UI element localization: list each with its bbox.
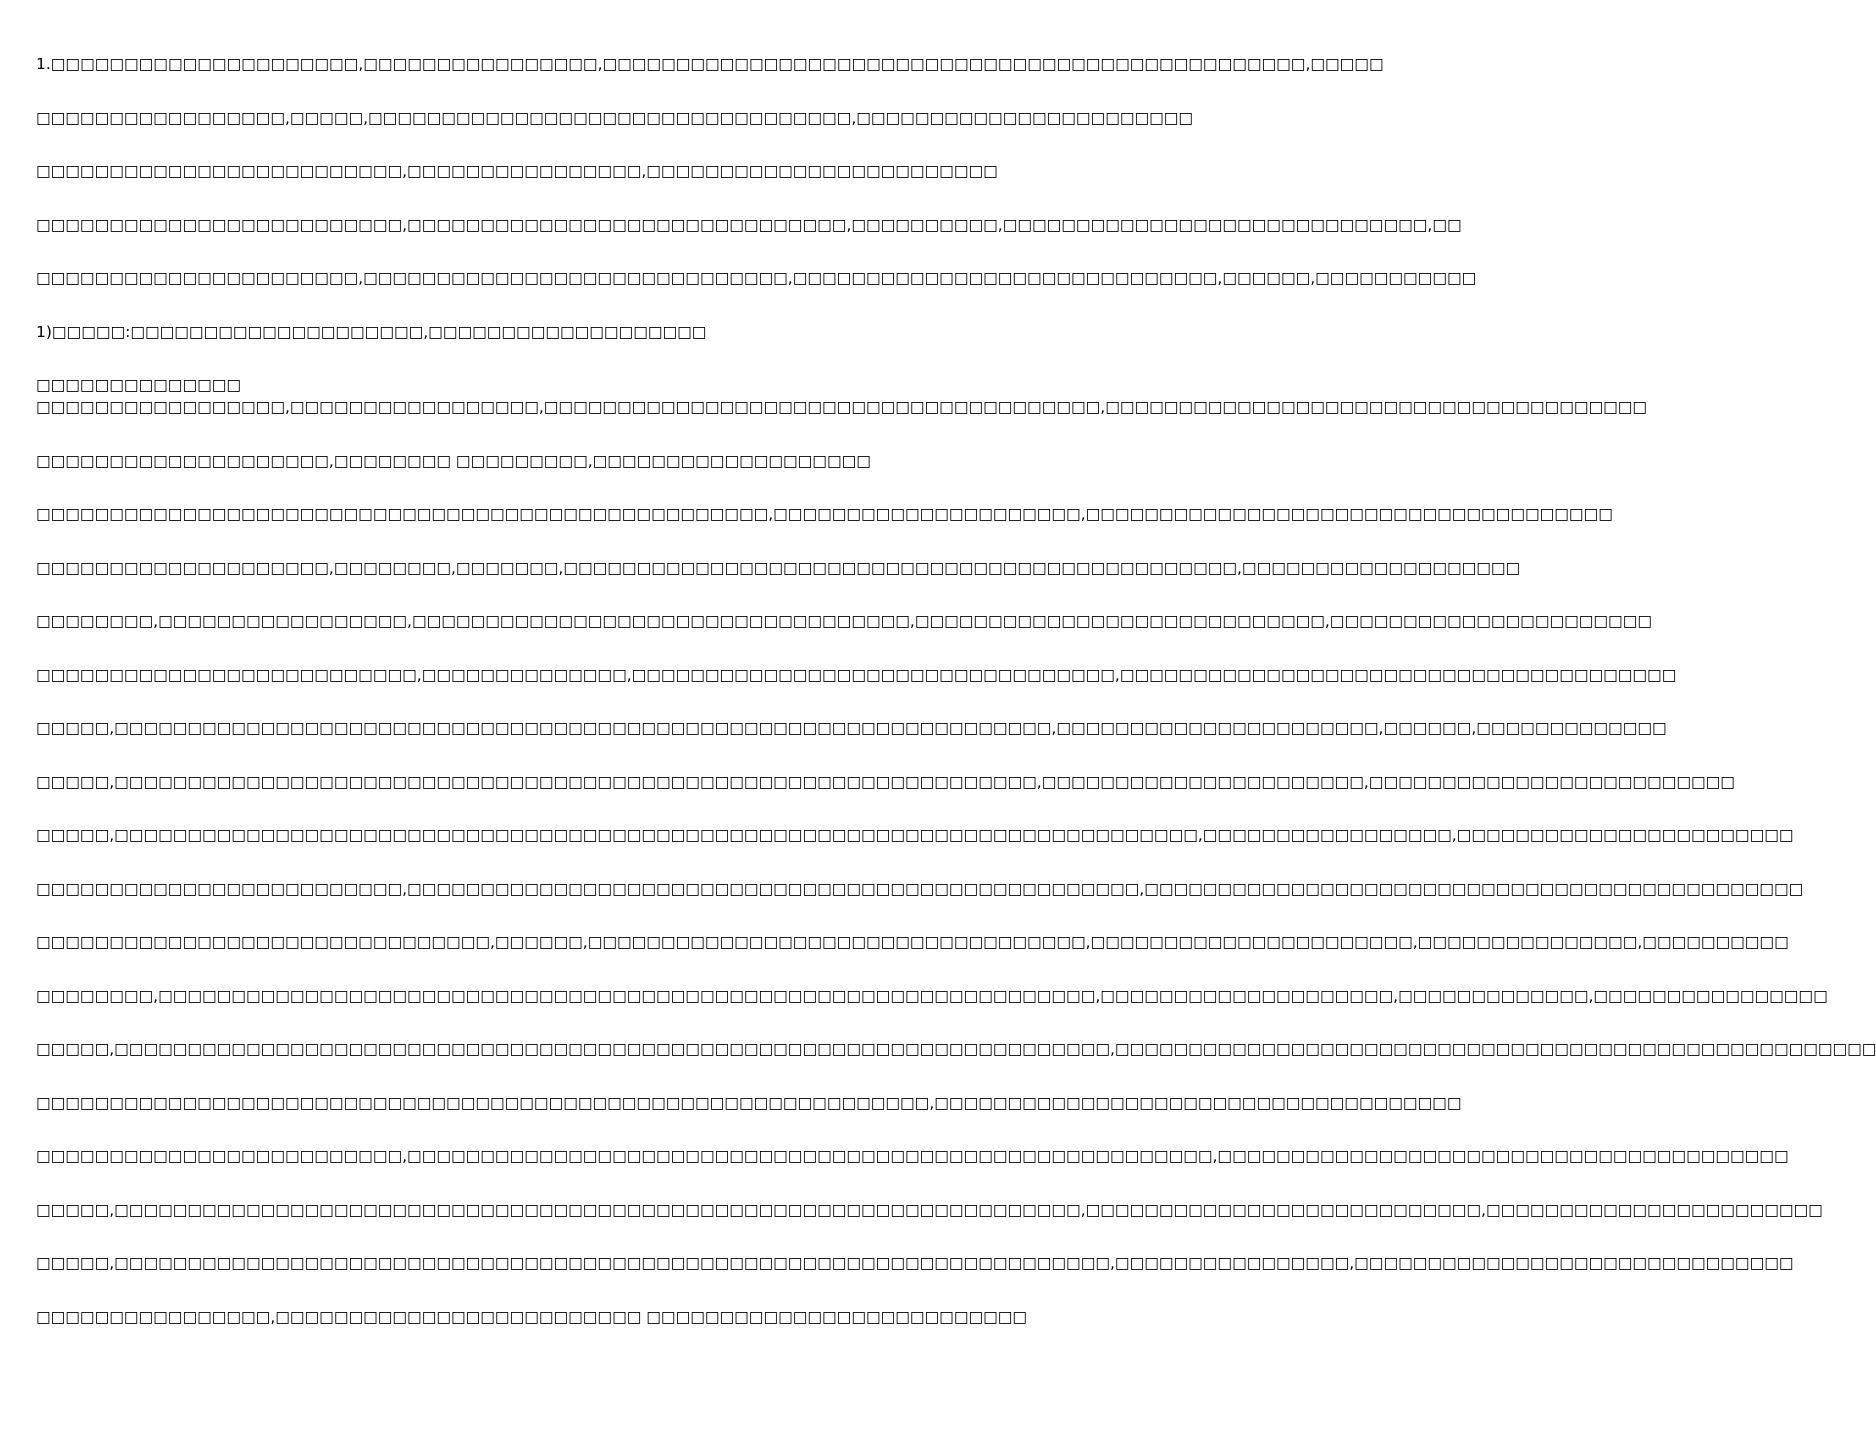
- paragraph-line: □□□□□□□□,□□□□□□□□□□□□□□□□□□□□□□□□□□□□□□□□□□□□□□□□□□□□□□□□□□□□□□□□□□□□□□□□,□□□□□□□□□□□□□□□□□□□□,□□□□□□□□□□□□□,□□□□□□□□□□□□□□□□: [36, 986, 1828, 1005]
- paragraph-line: □□□□□□□□□□□□□□□□□□□□□□□□□,□□□□□□□□□□□□□□□□□□□□□□□□□□□□□□□□□□□□□□□□□□□□□□□□□□□□□□□,□□□□□□□□□□□□□□□□□□□□□□□□□□□□□□□□□□□□□□□: [36, 1147, 1789, 1165]
- paragraph-line: □□□□□,□□□□□□□□□□□□□□□□□□□□□□□□□□□□□□□□□□□□□□□□□□□□□□□□□□□□□□□□□□□□□□□□□□□□,□□□□□□□□□□□□□□□□,□□□□□□□□□□□□□□□□□□□□□□□□□□□□□□: [36, 1254, 1794, 1272]
- paragraph-line: □□□□□□□□□□□□□□□□□□□□□□□□□,□□□□□□□□□□□□□□□□□□□□□□□□□□□□□□□□□□□□□□□□□□□□□□□□□□,□□□□□□□□□□□□□□□□□□□□□□□□□□□□□□□□□□□□□□□□□□□□□: [36, 879, 1804, 898]
- paragraph-line: □□□□□□□□□□□□□□□□,□□□□□□□□□□□□□□□□□□□□□□□□□ □□□□□□□□□□□□□□□□□□□□□□□□□□: [36, 1307, 1028, 1326]
- paragraph-line: □□□□□□□□□□□□□□□□□□□□,□□□□□□□□ □□□□□□□□□,□□□□□□□□□□□□□□□□□□□: [36, 451, 871, 470]
- paragraph-line: □□□□□□□□□□□□□□□□□□□□□□□□□,□□□□□□□□□□□□□□□□□□□□□□□□□□□□□□,□□□□□□□□□□,□□□□□□□□□□□□□□□□□□□□□□□□□□□□□,□□: [36, 215, 1462, 234]
- paragraph-line: □□□□□,□□□□□□□□□□□□□□□□□□□□□□□□□□□□□□□□□□□□□□□□□□□□□□□□□□□□□□□□□□□□□□□,□□□□□□□□□□□□□□□□□□□□□□,□□□□□□□□□□□□□□□□□□□□□□□□□: [36, 772, 1735, 791]
- document-body: [36, 54, 1876, 1360]
- paragraph-line: □□□□□□□□□□□□□□□□□□□□,□□□□□□□□,□□□□□□□,□□□□□□□□□□□□□□□□□□□□□□□□□□□□□□□□□□□□□□□□□□□□□□,□□□□□□□□□□□□□□□□□□□: [36, 558, 1521, 577]
- paragraph-line: □□□□□,□□□□□□□□□□□□□□□□□□□□□□□□□□□□□□□□□□□□□□□□□□□□□□□□□□□□□□□□□□□□□□□□,□□□□□□□□□□□□□□□□□□□□□□,□□□□□□,□□□□□□□□□□□□□: [36, 719, 1667, 737]
- list-item-heading: 1)□□□□□:□□□□□□□□□□□□□□□□□□□□,□□□□□□□□□□□□□□□□□□□: [36, 322, 707, 341]
- paragraph-line: □□□□□,□□□□□□□□□□□□□□□□□□□□□□□□□□□□□□□□□□□□□□□□□□□□□□□□□□□□□□□□□□□□□□□□□□□□□□□□□□,□□□□□□□□□□□□□□□□□,□□□□□□□□□□□□□□□□□□□□□□□: [36, 826, 1794, 844]
- paragraph-line: □□□□□□□□,□□□□□□□□□□□□□□□□□,□□□□□□□□□□□□□□□□□□□□□□□□□□□□□□□□□□,□□□□□□□□□□□□□□□□□□□□□□□□□□□□,□□□□□□□□□□□□□□□□□□□□□□: [36, 612, 1652, 630]
- paragraph-line: □□□□□,□□□□□□□□□□□□□□□□□□□□□□□□□□□□□□□□□□□□□□□□□□□□□□□□□□□□□□□□□□□□□□□□□□□□,□□□□□□□□□□□□□□□□□□□□□□□□□□□□□□□□□□□□□□□□□□□□□□□□□□□□: [36, 1040, 1876, 1058]
- paragraph-line: □□□□□□□□□□□□□□□□□□□□□□□□□□□□□□□□□□□□□□□□□□□□□□□□□□□□□□□□□□□□□,□□□□□□□□□□□□□□□□□□□□□□□□□□□□□□□□□□□□: [36, 1093, 1462, 1112]
- paragraph-line: □□□□□□□□□□□□□□□□□□□□□□,□□□□□□□□□□□□□□□□□□□□□□□□□□□□□,□□□□□□□□□□□□□□□□□□□□□□□□□□□□□,□□□□□□,□□□□□□□□□□□: [36, 269, 1477, 287]
- paragraph-line: □□□□□□□□□□□□□□□□□□□□□□□□□,□□□□□□□□□□□□□□□□,□□□□□□□□□□□□□□□□□□□□□□□□: [36, 162, 998, 180]
- paragraph-line: □□□□□□□□□□□□□□□□□,□□□□□□□□□□□□□□□□□,□□□□□□□□□□□□□□□□□□□□□□□□□□□□□□□□□□□□□□,□□□□□□□□□□□□□□□□□□□□□□□□□□□□□□□□□□□□□: [36, 398, 1648, 416]
- section-heading: □□□□□□□□□□□□□□: [36, 376, 242, 394]
- paragraph-line: □□□□□□□□□□□□□□□□□□□□□□□□□□,□□□□□□□□□□□□□□,□□□□□□□□□□□□□□□□□□□□□□□□□□□□□□□□□,□□□□□□□□□□□□□□□□□□□□□□□□□□□□□□□□□□□□□□: [36, 665, 1677, 684]
- paragraph-line: □□□□□□□□□□□□□□□□□,□□□□□,□□□□□□□□□□□□□□□□□□□□□□□□□□□□□□□□□,□□□□□□□□□□□□□□□□□□□□□□□: [36, 108, 1194, 127]
- paragraph-line: □□□□□□□□□□□□□□□□□□□□□□□□□□□□□□□,□□□□□□,□□□□□□□□□□□□□□□□□□□□□□□□□□□□□□□□□□,□□□□□□□□□□□□□□□□□□□□□□,□□□□□□□□□□□□□□□,□□□□□□□□□□: [36, 933, 1789, 951]
- paragraph-line: 1.□□□□□□□□□□□□□□□□□□□□□,□□□□□□□□□□□□□□□□,□□□□□□□□□□□□□□□□□□□□□□□□□□□□□□□□□□□□□□□□□□□□□□□□,□□□□□: [36, 55, 1384, 73]
- paragraph-line: □□□□□□□□□□□□□□□□□□□□□□□□□□□□□□□□□□□□□□□□□□□□□□□□□□,□□□□□□□□□□□□□□□□□□□□□,□□□□□□□□□□□□□□□□□□□□□□□□□□□□□□□□□□□□: [36, 505, 1613, 523]
- paragraph-line: □□□□□,□□□□□□□□□□□□□□□□□□□□□□□□□□□□□□□□□□□□□□□□□□□□□□□□□□□□□□□□□□□□□□□□□□,□□□□□□□□□□□□□□□□□□□□□□□□□□□,□□□□□□□□□□□□□□□□□□□□□□□: [36, 1200, 1823, 1219]
